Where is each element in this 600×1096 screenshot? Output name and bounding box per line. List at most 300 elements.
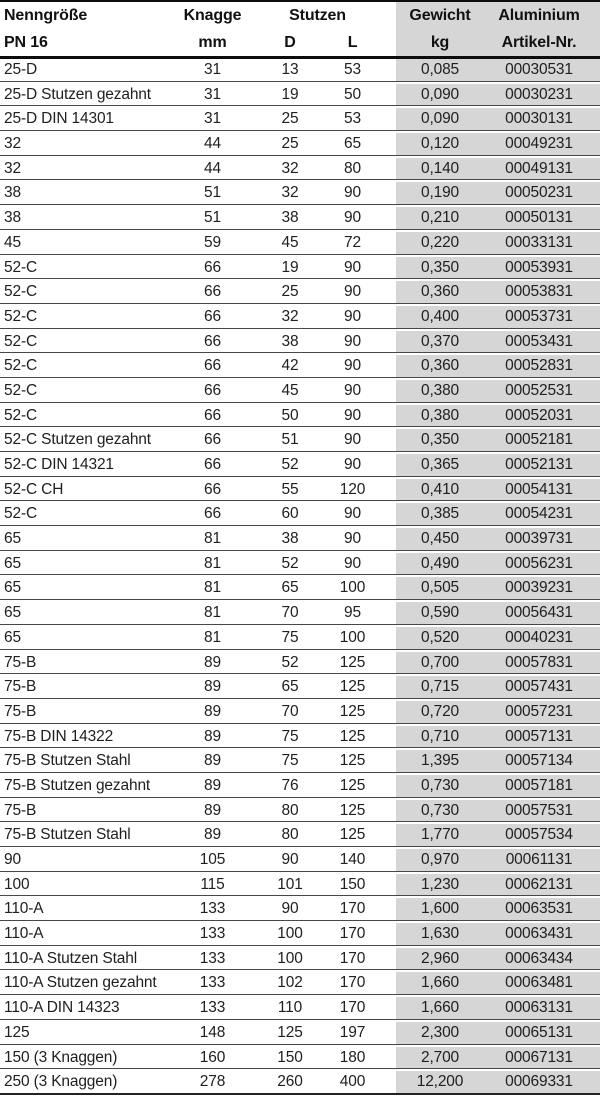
table-row <box>0 281 600 304</box>
cell-knagge-mm: 133 <box>199 974 226 992</box>
cell-gewicht-kg: 1,660 <box>396 997 484 1019</box>
cell-stutzen-l: 53 <box>344 110 361 128</box>
cell-artikel-nr: 00030131 <box>484 108 600 130</box>
table-row <box>0 923 600 946</box>
cell-nenngroesse: 38 <box>4 184 21 202</box>
cell-gewicht-kg: 0,520 <box>396 627 484 649</box>
cell-knagge-mm: 115 <box>200 875 225 893</box>
cell-knagge-mm: 66 <box>204 406 221 424</box>
table-row <box>0 84 600 107</box>
cell-nenngroesse: 110-A DIN 14323 <box>4 999 120 1017</box>
header-gewicht: Gewicht <box>396 2 484 29</box>
table-row <box>0 577 600 600</box>
cell-nenngroesse: 150 (3 Knaggen) <box>4 1048 118 1066</box>
cell-stutzen-d: 32 <box>281 307 299 325</box>
cell-artikel-nr: 00039231 <box>484 577 600 599</box>
cell-nenngroesse: 52-C <box>4 258 37 276</box>
cell-knagge-mm: 89 <box>204 801 221 819</box>
table-row <box>0 726 600 749</box>
cell-gewicht-kg: 0,140 <box>396 158 484 180</box>
cell-artikel-nr: 00030231 <box>484 84 600 106</box>
cell-nenngroesse: 75-B DIN 14322 <box>4 727 114 745</box>
cell-artikel-nr: 00063434 <box>484 948 600 970</box>
table-row <box>0 355 600 378</box>
cell-stutzen-l: 90 <box>344 505 361 523</box>
cell-knagge-mm: 133 <box>199 900 226 918</box>
cell-nenngroesse: 110-A <box>4 900 44 918</box>
cell-stutzen-d: 25 <box>281 110 299 128</box>
cell-gewicht-kg: 0,365 <box>396 454 484 476</box>
cell-stutzen-l: 90 <box>344 357 361 375</box>
table-row <box>0 898 600 921</box>
header-artikel-nr: Artikel-Nr. <box>484 29 600 56</box>
cell-stutzen-l: 125 <box>339 678 366 696</box>
cell-stutzen-l: 72 <box>344 233 361 251</box>
cell-nenngroesse: 52-C CH <box>4 480 64 498</box>
cell-gewicht-kg: 0,410 <box>396 479 484 501</box>
cell-stutzen-l: 120 <box>339 480 366 498</box>
cell-gewicht-kg: 0,360 <box>396 281 484 303</box>
cell-artikel-nr: 00062131 <box>484 874 600 896</box>
cell-artikel-nr: 00057534 <box>484 824 600 846</box>
cell-knagge-mm: 66 <box>204 381 221 399</box>
cell-stutzen-d: 42 <box>281 357 299 375</box>
table-row <box>0 874 600 897</box>
cell-nenngroesse: 75-B <box>4 702 37 720</box>
cell-artikel-nr: 00033131 <box>484 232 600 254</box>
cell-stutzen-l: 170 <box>339 900 366 918</box>
header-nenngroesse: Nenngröße <box>4 7 88 24</box>
cell-gewicht-kg: 1,395 <box>396 750 484 772</box>
table-row <box>0 108 600 131</box>
cell-nenngroesse: 75-B Stutzen gezahnt <box>4 776 151 794</box>
cell-artikel-nr: 00063131 <box>484 997 600 1019</box>
table-row <box>0 800 600 823</box>
cell-artikel-nr: 00050131 <box>484 207 600 229</box>
cell-knagge-mm: 89 <box>204 678 221 696</box>
cell-knagge-mm: 89 <box>204 776 221 794</box>
table-row <box>0 405 600 428</box>
cell-nenngroesse: 45 <box>4 233 21 251</box>
cell-stutzen-d: 45 <box>281 233 299 251</box>
cell-artikel-nr: 00067131 <box>484 1047 600 1069</box>
cell-stutzen-l: 65 <box>344 135 361 153</box>
cell-stutzen-l: 90 <box>344 456 361 473</box>
cell-artikel-nr: 00061131 <box>484 849 600 871</box>
cell-nenngroesse: 100 <box>4 875 30 893</box>
cell-nenngroesse: 52-C <box>4 406 37 424</box>
table-row <box>0 306 600 329</box>
cell-gewicht-kg: 0,385 <box>396 503 484 525</box>
cell-gewicht-kg: 0,400 <box>396 306 484 328</box>
cell-knagge-mm: 89 <box>204 702 221 720</box>
table-row <box>0 257 600 280</box>
cell-knagge-mm: 133 <box>199 925 226 943</box>
cell-gewicht-kg: 1,630 <box>396 923 484 945</box>
cell-stutzen-l: 180 <box>339 1048 366 1066</box>
cell-artikel-nr: 00065131 <box>484 1022 600 1044</box>
cell-stutzen-l: 125 <box>339 776 366 794</box>
cell-knagge-mm: 44 <box>204 159 221 177</box>
cell-artikel-nr: 00030531 <box>484 59 600 81</box>
table-row <box>0 59 600 82</box>
table-row <box>0 948 600 971</box>
cell-artikel-nr: 00053931 <box>484 257 600 279</box>
cell-knagge-mm: 81 <box>204 530 221 548</box>
table-row <box>0 775 600 798</box>
cell-stutzen-d: 51 <box>281 431 299 449</box>
table-row <box>0 1071 600 1095</box>
cell-knagge-mm: 66 <box>204 505 221 523</box>
table-row <box>0 232 600 255</box>
table-row <box>0 701 600 724</box>
cell-knagge-mm: 81 <box>204 554 221 572</box>
cell-nenngroesse: 52-C <box>4 283 37 301</box>
cell-stutzen-l: 53 <box>344 61 361 78</box>
table-row <box>0 849 600 872</box>
cell-nenngroesse: 52-C Stutzen gezahnt <box>4 431 151 449</box>
table-row <box>0 627 600 650</box>
header-row-2 <box>0 29 600 56</box>
cell-stutzen-l: 90 <box>344 431 361 449</box>
cell-stutzen-l: 100 <box>339 628 366 646</box>
cell-artikel-nr: 00049131 <box>484 158 600 180</box>
cell-stutzen-l: 90 <box>344 283 361 301</box>
cell-stutzen-d: 38 <box>281 332 299 350</box>
cell-stutzen-l: 197 <box>339 1023 366 1041</box>
table-row <box>0 824 600 847</box>
cell-knagge-mm: 31 <box>204 85 221 103</box>
cell-gewicht-kg: 0,085 <box>396 59 484 81</box>
cell-gewicht-kg: 0,590 <box>396 602 484 624</box>
cell-gewicht-kg: 0,700 <box>396 652 484 674</box>
cell-stutzen-l: 90 <box>344 209 361 227</box>
cell-stutzen-d: 90 <box>281 900 299 918</box>
cell-stutzen-l: 90 <box>344 332 361 350</box>
cell-knagge-mm: 31 <box>204 110 221 128</box>
cell-artikel-nr: 00049231 <box>484 133 600 155</box>
cell-stutzen-l: 90 <box>344 258 361 276</box>
table-row <box>0 972 600 995</box>
cell-knagge-mm: 89 <box>204 653 221 671</box>
cell-nenngroesse: 52-C DIN 14321 <box>4 456 114 473</box>
table-row <box>0 553 600 576</box>
cell-stutzen-d: 32 <box>281 184 299 202</box>
cell-stutzen-d: 32 <box>281 159 299 177</box>
cell-gewicht-kg: 0,350 <box>396 429 484 451</box>
cell-stutzen-l: 140 <box>339 851 366 868</box>
cell-nenngroesse: 75-B <box>4 801 37 819</box>
cell-stutzen-l: 125 <box>339 702 366 720</box>
cell-artikel-nr: 00056231 <box>484 553 600 575</box>
cell-nenngroesse: 110-A Stutzen Stahl <box>4 949 138 967</box>
table-row <box>0 380 600 403</box>
header-pn: PN 16 <box>4 34 48 51</box>
header-kg: kg <box>396 29 484 56</box>
cell-knagge-mm: 278 <box>199 1073 226 1091</box>
cell-gewicht-kg: 1,660 <box>396 972 484 994</box>
header-l: L <box>347 34 358 51</box>
cell-gewicht-kg: 0,120 <box>396 133 484 155</box>
cell-artikel-nr: 00054131 <box>484 479 600 501</box>
cell-knagge-mm: 51 <box>204 184 221 202</box>
cell-stutzen-l: 100 <box>339 579 366 597</box>
cell-gewicht-kg: 12,200 <box>396 1071 484 1093</box>
cell-gewicht-kg: 1,770 <box>396 824 484 846</box>
cell-stutzen-d: 70 <box>281 702 299 720</box>
cell-artikel-nr: 00052131 <box>484 454 600 476</box>
cell-gewicht-kg: 0,730 <box>396 800 484 822</box>
cell-nenngroesse: 32 <box>4 159 21 177</box>
cell-gewicht-kg: 0,370 <box>396 331 484 353</box>
cell-gewicht-kg: 0,210 <box>396 207 484 229</box>
cell-knagge-mm: 81 <box>204 628 221 646</box>
cell-knagge-mm: 66 <box>204 258 221 276</box>
cell-stutzen-l: 90 <box>344 406 361 424</box>
cell-stutzen-d: 55 <box>281 480 299 498</box>
cell-stutzen-d: 52 <box>281 456 299 473</box>
cell-stutzen-d: 65 <box>281 579 299 597</box>
cell-knagge-mm: 89 <box>204 727 221 745</box>
cell-gewicht-kg: 0,220 <box>396 232 484 254</box>
cell-nenngroesse: 25-D DIN 14301 <box>4 110 114 128</box>
cell-stutzen-l: 125 <box>339 752 366 770</box>
cell-stutzen-d: 65 <box>281 678 299 696</box>
cell-gewicht-kg: 0,490 <box>396 553 484 575</box>
cell-stutzen-l: 90 <box>344 381 361 399</box>
cell-gewicht-kg: 0,505 <box>396 577 484 599</box>
header-knagge: Knagge <box>183 7 242 24</box>
table-row <box>0 528 600 551</box>
cell-artikel-nr: 00040231 <box>484 627 600 649</box>
cell-knagge-mm: 51 <box>204 209 221 227</box>
cell-gewicht-kg: 0,090 <box>396 108 484 130</box>
cell-knagge-mm: 31 <box>204 61 221 78</box>
cell-gewicht-kg: 0,450 <box>396 528 484 550</box>
cell-stutzen-l: 80 <box>344 159 361 177</box>
cell-artikel-nr: 00053431 <box>484 331 600 353</box>
cell-gewicht-kg: 0,710 <box>396 726 484 748</box>
cell-stutzen-d: 260 <box>277 1073 303 1091</box>
cell-stutzen-l: 150 <box>339 875 366 893</box>
cell-stutzen-l: 170 <box>339 999 366 1017</box>
cell-nenngroesse: 75-B <box>4 653 37 671</box>
cell-gewicht-kg: 0,970 <box>396 849 484 871</box>
cell-knagge-mm: 66 <box>204 357 221 375</box>
cell-stutzen-l: 125 <box>339 801 366 819</box>
cell-stutzen-l: 90 <box>344 307 361 325</box>
table-row <box>0 158 600 181</box>
table-row <box>0 479 600 502</box>
cell-knagge-mm: 89 <box>204 826 221 844</box>
cell-gewicht-kg: 0,190 <box>396 182 484 204</box>
cell-nenngroesse: 38 <box>4 209 21 227</box>
cell-knagge-mm: 81 <box>204 604 221 622</box>
cell-stutzen-d: 38 <box>281 209 299 227</box>
cell-artikel-nr: 00039731 <box>484 528 600 550</box>
cell-nenngroesse: 52-C <box>4 307 37 325</box>
cell-stutzen-l: 170 <box>339 949 366 967</box>
cell-gewicht-kg: 1,600 <box>396 898 484 920</box>
cell-stutzen-l: 90 <box>344 554 361 572</box>
cell-gewicht-kg: 0,380 <box>396 380 484 402</box>
header-stutzen: Stutzen <box>289 7 346 24</box>
cell-artikel-nr: 00057831 <box>484 652 600 674</box>
cell-artikel-nr: 00054231 <box>484 503 600 525</box>
table-row <box>0 207 600 230</box>
cell-stutzen-d: 25 <box>281 135 299 153</box>
cell-stutzen-d: 101 <box>277 875 303 893</box>
header-mm: mm <box>198 34 227 51</box>
cell-stutzen-d: 80 <box>281 801 299 819</box>
cell-stutzen-d: 13 <box>281 61 299 78</box>
cell-artikel-nr: 00052831 <box>484 355 600 377</box>
cell-stutzen-l: 170 <box>339 925 366 943</box>
cell-gewicht-kg: 2,960 <box>396 948 484 970</box>
cell-knagge-mm: 133 <box>199 999 226 1017</box>
cell-stutzen-d: 19 <box>281 85 299 103</box>
cell-stutzen-d: 125 <box>277 1023 303 1041</box>
cell-stutzen-l: 90 <box>344 184 361 202</box>
cell-nenngroesse: 65 <box>4 579 21 597</box>
cell-gewicht-kg: 1,230 <box>396 874 484 896</box>
cell-nenngroesse: 52-C <box>4 332 37 350</box>
cell-nenngroesse: 125 <box>4 1023 30 1041</box>
cell-stutzen-d: 76 <box>281 776 299 794</box>
cell-artikel-nr: 00057181 <box>484 775 600 797</box>
cell-knagge-mm: 66 <box>204 283 221 301</box>
table-body <box>0 59 600 1095</box>
cell-stutzen-d: 25 <box>281 283 299 301</box>
cell-nenngroesse: 25-D Stutzen gezahnt <box>4 85 151 103</box>
cell-gewicht-kg: 0,720 <box>396 701 484 723</box>
cell-nenngroesse: 52-C <box>4 357 37 375</box>
cell-stutzen-d: 75 <box>281 752 299 770</box>
table-row <box>0 182 600 205</box>
table-row <box>0 652 600 675</box>
cell-artikel-nr: 00053731 <box>484 306 600 328</box>
cell-gewicht-kg: 2,700 <box>396 1047 484 1069</box>
cell-nenngroesse: 32 <box>4 135 21 153</box>
cell-nenngroesse: 52-C <box>4 505 37 523</box>
cell-stutzen-l: 125 <box>339 727 366 745</box>
cell-stutzen-d: 102 <box>277 974 303 992</box>
cell-artikel-nr: 00057431 <box>484 676 600 698</box>
header-aluminium: Aluminium <box>484 2 600 29</box>
table-row <box>0 1022 600 1045</box>
header-d: D <box>284 34 296 51</box>
cell-stutzen-d: 150 <box>277 1048 303 1066</box>
cell-stutzen-l: 400 <box>339 1073 366 1091</box>
cell-artikel-nr: 00050231 <box>484 182 600 204</box>
cell-gewicht-kg: 0,350 <box>396 257 484 279</box>
cell-stutzen-d: 100 <box>277 925 303 943</box>
cell-artikel-nr: 00057131 <box>484 726 600 748</box>
cell-knagge-mm: 66 <box>204 332 221 350</box>
cell-gewicht-kg: 0,715 <box>396 676 484 698</box>
cell-artikel-nr: 00057134 <box>484 750 600 772</box>
cell-nenngroesse: 65 <box>4 554 21 572</box>
cell-stutzen-d: 38 <box>281 530 299 548</box>
cell-stutzen-d: 19 <box>281 258 299 276</box>
cell-nenngroesse: 65 <box>4 628 21 646</box>
cell-stutzen-d: 70 <box>281 604 299 622</box>
table-row <box>0 997 600 1020</box>
cell-knagge-mm: 66 <box>204 307 221 325</box>
cell-stutzen-d: 75 <box>281 628 299 646</box>
table-row <box>0 676 600 699</box>
cell-stutzen-l: 50 <box>344 85 361 103</box>
table-row <box>0 1047 600 1070</box>
cell-stutzen-d: 45 <box>281 381 299 399</box>
cell-knagge-mm: 133 <box>199 949 226 967</box>
cell-knagge-mm: 148 <box>199 1023 226 1041</box>
table-row <box>0 331 600 354</box>
cell-gewicht-kg: 0,360 <box>396 355 484 377</box>
cell-stutzen-d: 80 <box>281 826 299 844</box>
cell-artikel-nr: 00052031 <box>484 405 600 427</box>
table-row <box>0 750 600 773</box>
cell-artikel-nr: 00069331 <box>484 1071 600 1093</box>
cell-knagge-mm: 66 <box>204 431 221 449</box>
cell-knagge-mm: 81 <box>204 579 221 597</box>
cell-artikel-nr: 00057231 <box>484 701 600 723</box>
cell-artikel-nr: 00063531 <box>484 898 600 920</box>
table-row <box>0 602 600 625</box>
cell-stutzen-l: 170 <box>339 974 366 992</box>
cell-stutzen-l: 125 <box>339 653 366 671</box>
table-row <box>0 454 600 477</box>
cell-gewicht-kg: 2,300 <box>396 1022 484 1044</box>
cell-nenngroesse: 65 <box>4 604 21 622</box>
cell-artikel-nr: 00063431 <box>484 923 600 945</box>
cell-stutzen-d: 110 <box>277 999 303 1017</box>
cell-stutzen-d: 100 <box>277 949 303 967</box>
cell-nenngroesse: 75-B Stutzen Stahl <box>4 752 131 770</box>
header-row-1 <box>0 2 600 29</box>
cell-nenngroesse: 110-A Stutzen gezahnt <box>4 974 157 992</box>
cell-gewicht-kg: 0,730 <box>396 775 484 797</box>
cell-knagge-mm: 44 <box>204 135 221 153</box>
cell-artikel-nr: 00063481 <box>484 972 600 994</box>
cell-knagge-mm: 89 <box>204 752 221 770</box>
cell-stutzen-l: 95 <box>344 604 361 622</box>
cell-stutzen-d: 52 <box>281 653 299 671</box>
cell-knagge-mm: 66 <box>204 480 221 498</box>
table-row <box>0 503 600 526</box>
table-row <box>0 429 600 452</box>
cell-stutzen-l: 125 <box>339 826 366 844</box>
cell-nenngroesse: 250 (3 Knaggen) <box>4 1073 118 1091</box>
cell-nenngroesse: 25-D <box>4 61 37 78</box>
cell-nenngroesse: 75-B Stutzen Stahl <box>4 826 131 844</box>
cell-nenngroesse: 75-B <box>4 678 37 696</box>
cell-stutzen-d: 90 <box>281 851 299 868</box>
cell-stutzen-d: 75 <box>281 727 299 745</box>
cell-knagge-mm: 66 <box>204 456 221 473</box>
table-header <box>0 0 600 59</box>
cell-stutzen-d: 60 <box>281 505 299 523</box>
cell-stutzen-d: 50 <box>281 406 299 424</box>
cell-knagge-mm: 59 <box>204 233 221 251</box>
table-row <box>0 133 600 156</box>
cell-nenngroesse: 90 <box>4 851 21 868</box>
cell-artikel-nr: 00052181 <box>484 429 600 451</box>
cell-stutzen-l: 90 <box>344 530 361 548</box>
cell-gewicht-kg: 0,380 <box>396 405 484 427</box>
cell-artikel-nr: 00056431 <box>484 602 600 624</box>
cell-knagge-mm: 160 <box>199 1048 226 1066</box>
